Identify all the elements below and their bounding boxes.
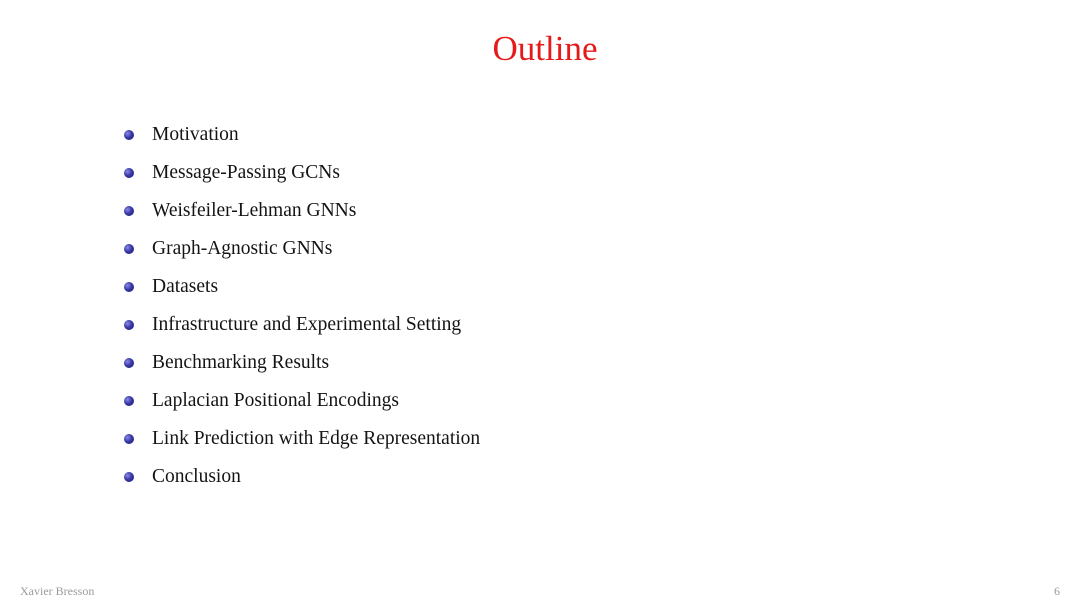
bullet-icon [124,244,134,254]
outline-item-label: Benchmarking Results [152,352,330,373]
outline-item-label: Message-Passing GCNs [152,162,340,183]
outline-item-label: Weisfeiler-Lehman GNNs [152,200,357,221]
outline-item-link-prediction [124,420,480,458]
bullet-icon [124,396,134,406]
bullet-icon [124,168,134,178]
bullet-icon [124,206,134,216]
bullet-icon [124,320,134,330]
outline-item-label: Link Prediction with Edge Representation [152,428,481,449]
outline-item-conclusion [124,458,480,496]
bullet-icon [124,358,134,368]
outline-item-message-passing-gcns [124,154,480,192]
outline-item-label: Laplacian Positional Encodings [152,390,399,411]
outline-item-label: Motivation [152,124,239,145]
outline-item-graph-agnostic-gnns [124,230,480,268]
outline-item-label: Conclusion [152,466,241,487]
outline-item-datasets [124,268,480,306]
outline-item-benchmarking-results [124,344,480,382]
bullet-icon [124,434,134,444]
outline-item-weisfeiler-lehman-gnns [124,192,480,230]
outline-item-laplacian-pe [124,382,480,420]
slide-title: Outline [492,29,598,68]
bullet-icon [124,472,134,482]
footer-author: Xavier Bresson [20,584,95,598]
outline-list [124,116,480,496]
outline-item-infrastructure [124,306,480,344]
outline-item-label: Infrastructure and Experimental Setting [152,314,462,335]
outline-item-label: Datasets [152,276,219,297]
outline-item-label: Graph-Agnostic GNNs [152,238,333,259]
bullet-icon [124,282,134,292]
outline-item-motivation [124,116,480,154]
page-number: 6 [1054,584,1060,598]
bullet-icon [124,130,134,140]
